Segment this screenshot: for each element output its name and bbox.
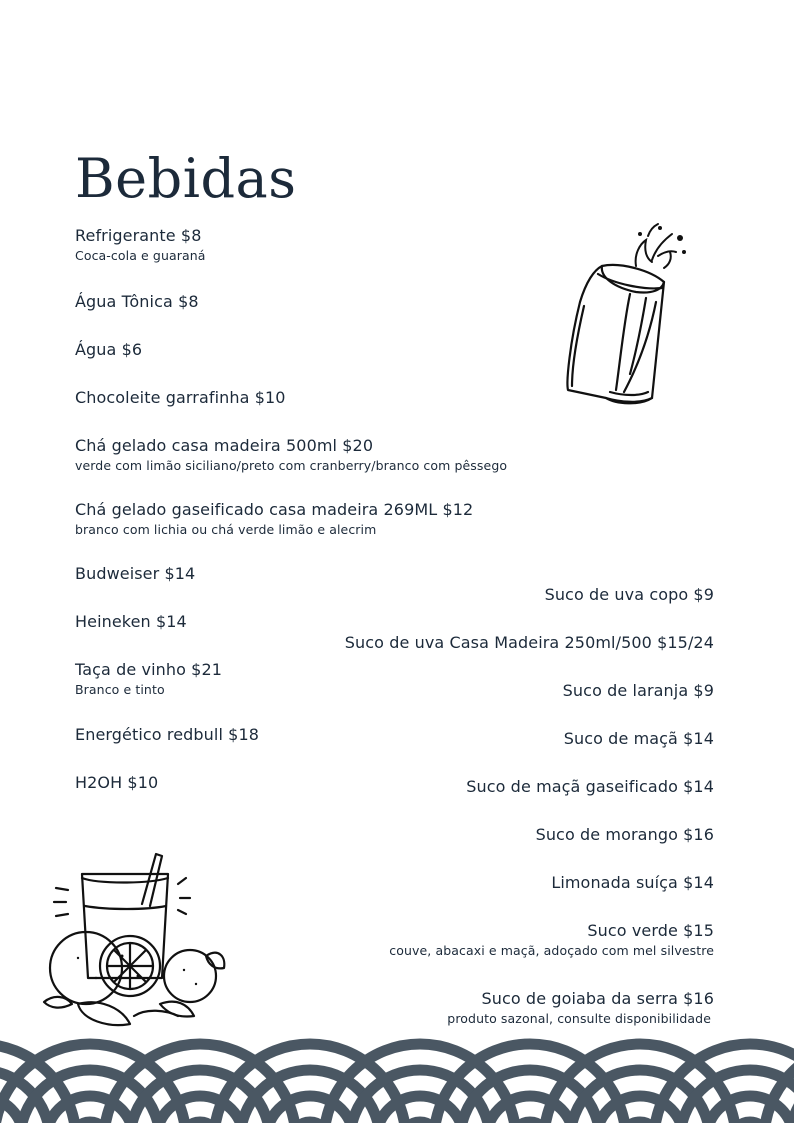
menu-item-agua-tonica: [75, 292, 199, 312]
menu-item-taca-vinho: [75, 660, 222, 698]
item-name: Suco de laranja $9: [562, 681, 714, 700]
menu-item-h2oh: [75, 773, 158, 793]
item-description: Coca-cola e guaraná: [75, 248, 206, 263]
item-name: Budweiser $14: [75, 564, 196, 583]
menu-item-limonada-suica: [551, 873, 714, 893]
menu-item-suco-maca-gaseificado: [466, 777, 714, 797]
decorative-waves: [0, 1030, 794, 1123]
item-description: verde com limão siciliano/preto com cranberry/branco com pêssego: [75, 458, 508, 473]
menu-item-suco-laranja: [563, 681, 714, 701]
menu-item-cha-gelado: [75, 436, 507, 474]
item-name: Água $6: [75, 340, 143, 359]
menu-item-chocoleite: [75, 388, 286, 408]
menu-item-budweiser: [75, 564, 195, 584]
menu-item-energetico: [75, 725, 259, 745]
item-name: Água Tônica $8: [75, 292, 199, 311]
menu-item-cha-gaseificado: [75, 500, 473, 538]
item-name: Suco de uva copo $9: [544, 585, 714, 604]
menu-item-suco-verde: [389, 921, 714, 959]
item-name: Taça de vinho $21: [75, 660, 223, 679]
item-name: Limonada suíça $14: [551, 873, 714, 892]
menu-item-suco-goiaba: [447, 989, 714, 1027]
item-description: produto sazonal, consulte disponibilidade: [447, 1011, 711, 1026]
page-title: Bebidas: [75, 147, 297, 211]
item-description: Branco e tinto: [75, 682, 165, 697]
juice-glass-oranges-icon: [38, 848, 238, 1034]
item-name: Suco de uva Casa Madeira 250ml/500 $15/24: [344, 633, 714, 652]
item-name: Chá gelado casa madeira 500ml $20: [75, 436, 374, 455]
item-name: Suco verde $15: [587, 921, 714, 940]
item-name: Chá gelado gaseificado casa madeira 269ML $12: [75, 500, 474, 519]
item-name: Suco de maçã gaseificado $14: [466, 777, 714, 796]
menu-item-suco-uva-copo: [545, 585, 714, 605]
item-name: Suco de goiaba da serra $16: [481, 989, 714, 1008]
item-name: Energético redbull $18: [75, 725, 260, 744]
menu-item-suco-uva-casa-madeira: [345, 633, 714, 653]
item-name: H2OH $10: [75, 773, 159, 792]
soda-can-icon: [560, 222, 695, 412]
item-name: Heineken $14: [75, 612, 187, 631]
menu-item-agua: [75, 340, 142, 360]
menu-item-suco-morango: [536, 825, 714, 845]
menu-item-heineken: [75, 612, 187, 632]
item-description: couve, abacaxi e maçã, adoçado com mel silvestre: [389, 943, 714, 958]
item-name: Chocoleite garrafinha $10: [75, 388, 286, 407]
item-description: branco com lichia ou chá verde limão e alecrim: [75, 522, 377, 537]
menu-item-suco-maca: [564, 729, 714, 749]
item-name: Refrigerante $8: [75, 226, 202, 245]
menu-item-refrigerante: [75, 226, 206, 264]
item-name: Suco de morango $16: [535, 825, 714, 844]
item-name: Suco de maçã $14: [563, 729, 714, 748]
